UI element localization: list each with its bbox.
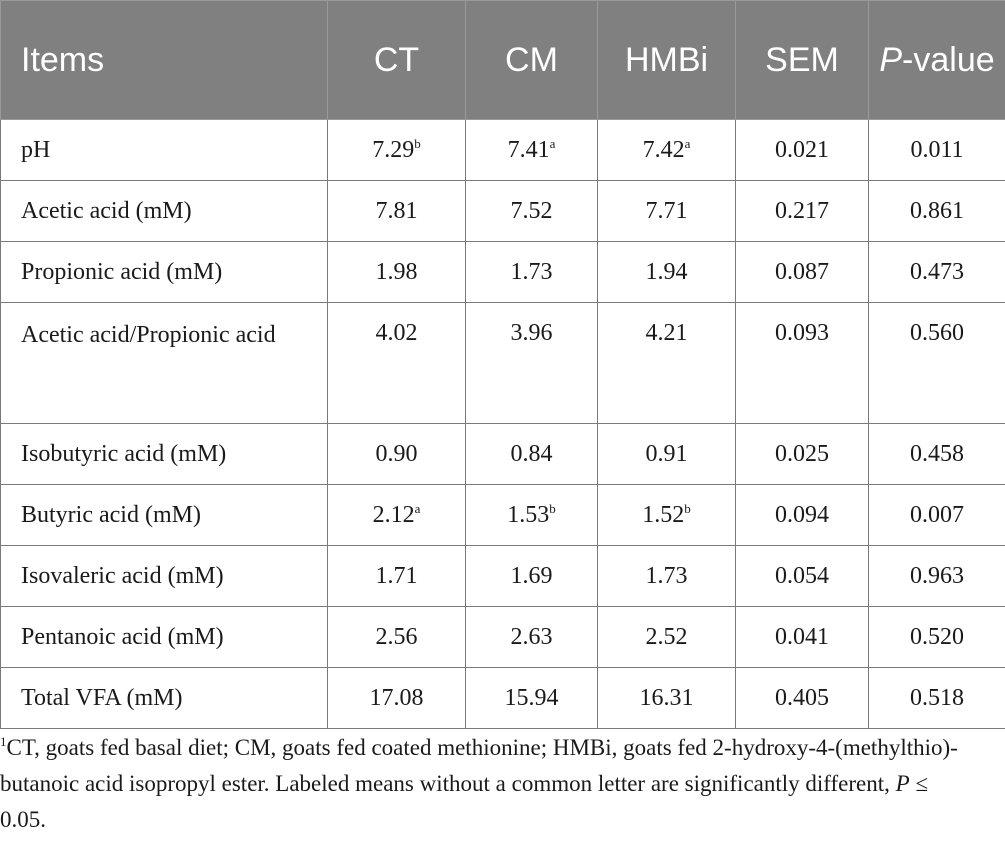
cell-value: 7.81 <box>375 197 418 224</box>
cell-sem <box>736 181 869 242</box>
cell-sem <box>736 485 869 546</box>
cell-value: 2.56 <box>375 623 418 650</box>
cell-p-value <box>869 181 1005 242</box>
cell-p-value <box>869 120 1005 181</box>
cell-value: 1.94 <box>645 258 688 285</box>
cell-value: 17.08 <box>369 684 424 711</box>
cell-value: 0.054 <box>775 562 829 589</box>
cell-value: 0.518 <box>910 684 964 711</box>
row-label: Pentanoic acid (mM) <box>1 607 328 668</box>
cell-ct <box>328 485 466 546</box>
cell-value: 3.96 <box>510 320 553 346</box>
cell-value: 2.63 <box>510 623 553 650</box>
cell-hmbi <box>598 120 736 181</box>
cell-sem <box>736 242 869 303</box>
cell-p-value <box>869 303 1005 424</box>
cell-cm <box>466 181 598 242</box>
cell-ct <box>328 668 466 729</box>
header-p-value <box>869 1 1005 120</box>
cell-value: 0.021 <box>775 136 829 163</box>
row-label: Butyric acid (mM) <box>1 485 328 546</box>
cell-hmbi <box>598 485 736 546</box>
cell-cm <box>466 546 598 607</box>
cell-ct <box>328 120 466 181</box>
cell-value: 0.963 <box>910 562 964 589</box>
significance-letter: b <box>414 135 421 151</box>
cell-value: 0.458 <box>910 440 964 467</box>
cell-cm <box>466 303 598 424</box>
cell-hmbi <box>598 181 736 242</box>
cell-value: 0.217 <box>775 197 829 224</box>
cell-ct <box>328 242 466 303</box>
cell-value: 2.52 <box>645 623 688 650</box>
cell-sem <box>736 668 869 729</box>
cell-hmbi <box>598 303 736 424</box>
header-row <box>1 1 1005 120</box>
cell-sem <box>736 303 869 424</box>
footnote-marker: 1 <box>0 734 7 749</box>
footnote-text: CT, goats fed basal diet; CM, goats fed coated methionine; HMBi, goats fed 2-hydroxy-4-(methylthio)-butanoic acid isopropyl ester. Labeled means without a common letter are significantly different, <box>0 735 958 796</box>
cell-hmbi <box>598 546 736 607</box>
cell-hmbi <box>598 607 736 668</box>
cell-p-value <box>869 607 1005 668</box>
significance-letter: a <box>684 135 691 151</box>
cell-value: 1.98 <box>375 258 418 285</box>
footnote-p-threshold: ≤ 0.05. <box>0 771 929 832</box>
cell-cm <box>466 607 598 668</box>
cell-cm <box>466 424 598 485</box>
cell-value: 0.405 <box>775 684 829 711</box>
row-label: Total VFA (mM) <box>1 668 328 729</box>
cell-value: 0.84 <box>510 440 553 467</box>
cell-value: 0.094 <box>775 501 829 528</box>
cell-value: 0.520 <box>910 623 964 650</box>
cell-value: 0.093 <box>775 320 829 346</box>
cell-hmbi <box>598 668 736 729</box>
table-footnote <box>0 730 975 838</box>
cell-value: 2.12 <box>372 501 415 528</box>
significance-letter: b <box>684 500 691 516</box>
row-label: Acetic acid/Propionic acid <box>1 303 328 424</box>
header-sem: SEM <box>736 1 869 120</box>
cell-cm <box>466 242 598 303</box>
row-label: pH <box>1 120 328 181</box>
cell-value: 1.71 <box>375 562 418 589</box>
cell-cm <box>466 485 598 546</box>
cell-value: 16.31 <box>639 684 694 711</box>
cell-value: 15.94 <box>504 684 559 711</box>
cell-hmbi <box>598 242 736 303</box>
cell-hmbi <box>598 424 736 485</box>
row-label: Propionic acid (mM) <box>1 242 328 303</box>
row-label: Acetic acid (mM) <box>1 181 328 242</box>
cell-sem <box>736 546 869 607</box>
cell-p-value <box>869 242 1005 303</box>
cell-ct <box>328 181 466 242</box>
cell-p-value <box>869 668 1005 729</box>
table-row <box>1 668 1005 729</box>
footnote-p-letter: P <box>895 771 910 796</box>
cell-sem <box>736 120 869 181</box>
table-row <box>1 303 1005 424</box>
row-label: Isovaleric acid (mM) <box>1 546 328 607</box>
cell-value: 4.02 <box>375 320 418 346</box>
significance-letter: b <box>549 500 556 516</box>
table-row <box>1 242 1005 303</box>
cell-value: 0.861 <box>910 197 964 224</box>
header-hmbi: HMBi <box>598 1 736 120</box>
cell-value: 1.73 <box>510 258 553 285</box>
table-row <box>1 546 1005 607</box>
cell-value: 0.91 <box>645 440 688 467</box>
header-p-suffix: -value <box>902 41 995 79</box>
cell-ct <box>328 546 466 607</box>
cell-ct <box>328 424 466 485</box>
cell-sem <box>736 424 869 485</box>
cell-p-value <box>869 424 1005 485</box>
cell-value: 7.52 <box>510 197 553 224</box>
table-row <box>1 607 1005 668</box>
header-cm: CM <box>466 1 598 120</box>
cell-value: 0.90 <box>375 440 418 467</box>
cell-value: 7.41 <box>507 136 550 163</box>
significance-letter: a <box>414 500 421 516</box>
row-label: Isobutyric acid (mM) <box>1 424 328 485</box>
cell-value: 7.42 <box>642 136 685 163</box>
cell-value: 0.473 <box>910 258 964 285</box>
cell-value: 0.087 <box>775 258 829 285</box>
header-ct: CT <box>328 1 466 120</box>
cell-value: 7.71 <box>645 197 688 224</box>
table-row <box>1 120 1005 181</box>
cell-value: 1.52 <box>642 501 685 528</box>
cell-value: 0.007 <box>910 501 964 528</box>
cell-value: 1.53 <box>507 501 550 528</box>
cell-value: 0.025 <box>775 440 829 467</box>
cell-value: 0.560 <box>910 320 964 346</box>
table-row <box>1 485 1005 546</box>
cell-value: 1.69 <box>510 562 553 589</box>
cell-sem <box>736 607 869 668</box>
cell-value: 4.21 <box>645 320 688 346</box>
cell-value: 1.73 <box>645 562 688 589</box>
cell-cm <box>466 668 598 729</box>
cell-value: 7.29 <box>372 136 415 163</box>
cell-value: 0.011 <box>910 136 964 163</box>
cell-ct <box>328 607 466 668</box>
cell-p-value <box>869 546 1005 607</box>
table-row <box>1 424 1005 485</box>
cell-p-value <box>869 485 1005 546</box>
cell-value: 0.041 <box>775 623 829 650</box>
header-p-letter: P <box>879 41 903 79</box>
table-row <box>1 181 1005 242</box>
cell-ct <box>328 303 466 424</box>
significance-letter: a <box>549 135 556 151</box>
cell-cm <box>466 120 598 181</box>
header-items: Items <box>1 1 328 120</box>
